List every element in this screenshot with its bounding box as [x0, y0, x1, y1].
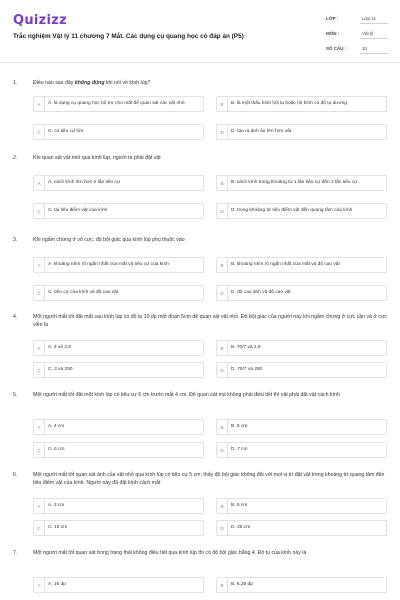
option-c[interactable] [33, 442, 204, 458]
option-text: D. 25 cm [231, 525, 251, 531]
meta-subject-label: MÔN : [326, 31, 340, 36]
option-letter: A [34, 578, 45, 592]
question-number: 6. [13, 472, 18, 478]
option-letter: D [217, 521, 228, 535]
option-a[interactable] [33, 340, 204, 356]
option-letter: B [217, 97, 228, 111]
option-b[interactable] [216, 257, 387, 273]
question-stem: Điều nào sau đây không đúng khi nói về kính lúp? [33, 80, 151, 86]
stem-emphasis: không đúng [74, 80, 105, 86]
option-a[interactable] [33, 419, 204, 435]
question-stem: Một người mắt tốt quan sát trong trạng thái không điều tiết qua kính lúp thì có độ bội giác bằng 4. Độ tụ của kính này là [33, 550, 307, 556]
option-letter: C [34, 363, 45, 377]
option-text: B. 70/7 và 2,5 [231, 345, 261, 351]
option-letter: C [34, 286, 45, 300]
option-text: B. là một thấu kính hội tụ hoặc hệ kính có độ tụ dương [231, 101, 347, 107]
option-text: B. khoảng nhìn rõ ngắn nhất của mắt và độ cao vật [231, 262, 340, 268]
option-text: D. trong khoảng từ tiêu điểm vật đến quang tâm của kính [231, 208, 353, 214]
option-b[interactable] [216, 175, 387, 191]
option-letter: D [217, 125, 228, 139]
question-stem: Một người mắt tốt quan sát ảnh của vật nhỏ qua kính lúp có tiêu cự 5 cm, thấy độ bội giác không đổi với mọi vị trí đặt vật trong khoảng từ quang tâm đến tiêu điểm vật của kính. Người này đã đặt kính cách mắt [33, 472, 385, 486]
option-b[interactable] [216, 419, 387, 435]
question-number: 4. [13, 314, 18, 320]
option-letter: C [34, 443, 45, 457]
option-text: B. 6,25 dp [231, 582, 253, 588]
option-b[interactable] [216, 340, 387, 356]
option-letter: D [217, 204, 228, 218]
option-a[interactable] [33, 498, 204, 514]
option-letter: C [34, 204, 45, 218]
option-d[interactable] [216, 442, 387, 458]
option-c[interactable] [33, 203, 204, 219]
question-stem: Khi quan sát vật nhỏ qua kính lúp, người ta phải đặt vật [33, 155, 161, 161]
option-text: D. tạo ra ảnh ảo lớn hơn vật [231, 129, 292, 135]
option-d[interactable] [216, 285, 387, 301]
option-d[interactable] [216, 124, 387, 140]
page-title: Trắc nghiệm Vật lý 11 chương 7 Mắt. Các dụng cụ quang học có đáp án (P5) [13, 33, 244, 40]
option-c[interactable] [33, 362, 204, 378]
question-number: 3. [13, 237, 18, 243]
option-d[interactable] [216, 203, 387, 219]
meta-class-value: Lớp 11 [362, 16, 376, 21]
option-d[interactable] [216, 520, 387, 536]
option-text: C. tiêu cự của kính và độ cao vật [48, 290, 119, 296]
question-number: 2. [13, 155, 18, 161]
question-stem: Khi ngắm chừng ở vô cực, độ bội giác qua kính lúp phụ thuộc vào [33, 237, 185, 243]
option-d[interactable] [216, 362, 387, 378]
header-divider [0, 62, 400, 63]
option-text: A. 3 cm [48, 503, 65, 509]
option-letter: A [34, 176, 45, 190]
question-number: 5. [13, 392, 18, 398]
option-text: D. 7 cm [231, 447, 248, 453]
option-c[interactable] [33, 124, 204, 140]
option-letter: A [34, 97, 45, 111]
option-text: A. cách kính lớn hơn 2 lần tiêu cự [48, 180, 121, 186]
option-letter: B [217, 176, 228, 190]
option-letter: D [217, 363, 228, 377]
option-letter: D [217, 443, 228, 457]
option-a[interactable] [33, 257, 204, 273]
option-b[interactable] [216, 96, 387, 112]
option-letter: A [34, 499, 45, 513]
option-text: A. khoảng nhìn rõ ngắn nhất của mắt và tiêu cự của kính [48, 262, 169, 268]
option-text: C. 10 cm [48, 525, 68, 531]
option-letter: B [217, 420, 228, 434]
option-letter: A [34, 420, 45, 434]
option-a[interactable] [33, 96, 204, 112]
option-letter: C [34, 125, 45, 139]
question-stem: Một người mắt tốt đặt một kính lúp có tiêu cự 6 cm trước mắt 4 cm. Để quan sát mà không phải điều tiết thì vật phải đặt vật cách kính [33, 392, 340, 398]
quizizz-logo: Quizizz [13, 13, 68, 28]
meta-subject-value: Vật lý [362, 31, 374, 36]
option-text: D. 70/7 và 250 [231, 367, 263, 373]
option-text: B. 5 cm [231, 424, 248, 430]
option-text: A. là dụng cụ quang học bổ trợ cho mắt để quan sát các vật nhỏ [48, 101, 185, 107]
option-text: D. độ cao ảnh và độ cao vật [231, 290, 291, 296]
question-stem: Một người mắt tốt đặt mắt sau kính lúp có độ tụ 10 dp một đoạn 5cm để quan sát vật nhỏ. Độ bội giác của người này khi ngắm chừng ở cực cận và ở cực viễn là [33, 314, 387, 328]
option-text: B. cách kính trong khoảng từ 1 lần tiêu cự đến 2 lần tiêu cự [231, 180, 358, 186]
option-c[interactable] [33, 285, 204, 301]
option-text: C. có tiêu cự lớn [48, 129, 84, 135]
option-letter: A [34, 258, 45, 272]
option-letter: D [217, 286, 228, 300]
meta-count-label: SỐ CÂU : [326, 46, 347, 51]
option-b[interactable] [216, 577, 387, 593]
option-text: C. 3 và 250 [48, 367, 73, 373]
meta-class-label: LỚP : [326, 16, 339, 21]
option-text: A. 16 dp [48, 582, 66, 588]
option-a[interactable] [33, 175, 204, 191]
option-text: C. 6 cm [48, 447, 65, 453]
option-a[interactable] [33, 577, 204, 593]
option-text: A. 3 và 2,5 [48, 345, 71, 351]
option-b[interactable] [216, 498, 387, 514]
option-text: A. 4 cm [48, 424, 65, 430]
option-letter: A [34, 341, 45, 355]
option-letter: C [34, 521, 45, 535]
option-letter: B [217, 341, 228, 355]
question-number: 1. [13, 80, 18, 86]
meta-count-value: 10 [362, 46, 368, 51]
question-number: 7. [13, 550, 18, 556]
option-letter: B [217, 578, 228, 592]
option-text: B. 5 cm [231, 503, 248, 509]
option-c[interactable] [33, 520, 204, 536]
option-letter: B [217, 499, 228, 513]
option-letter: B [217, 258, 228, 272]
option-text: C. tại tiêu điểm vật của kính [48, 208, 108, 214]
